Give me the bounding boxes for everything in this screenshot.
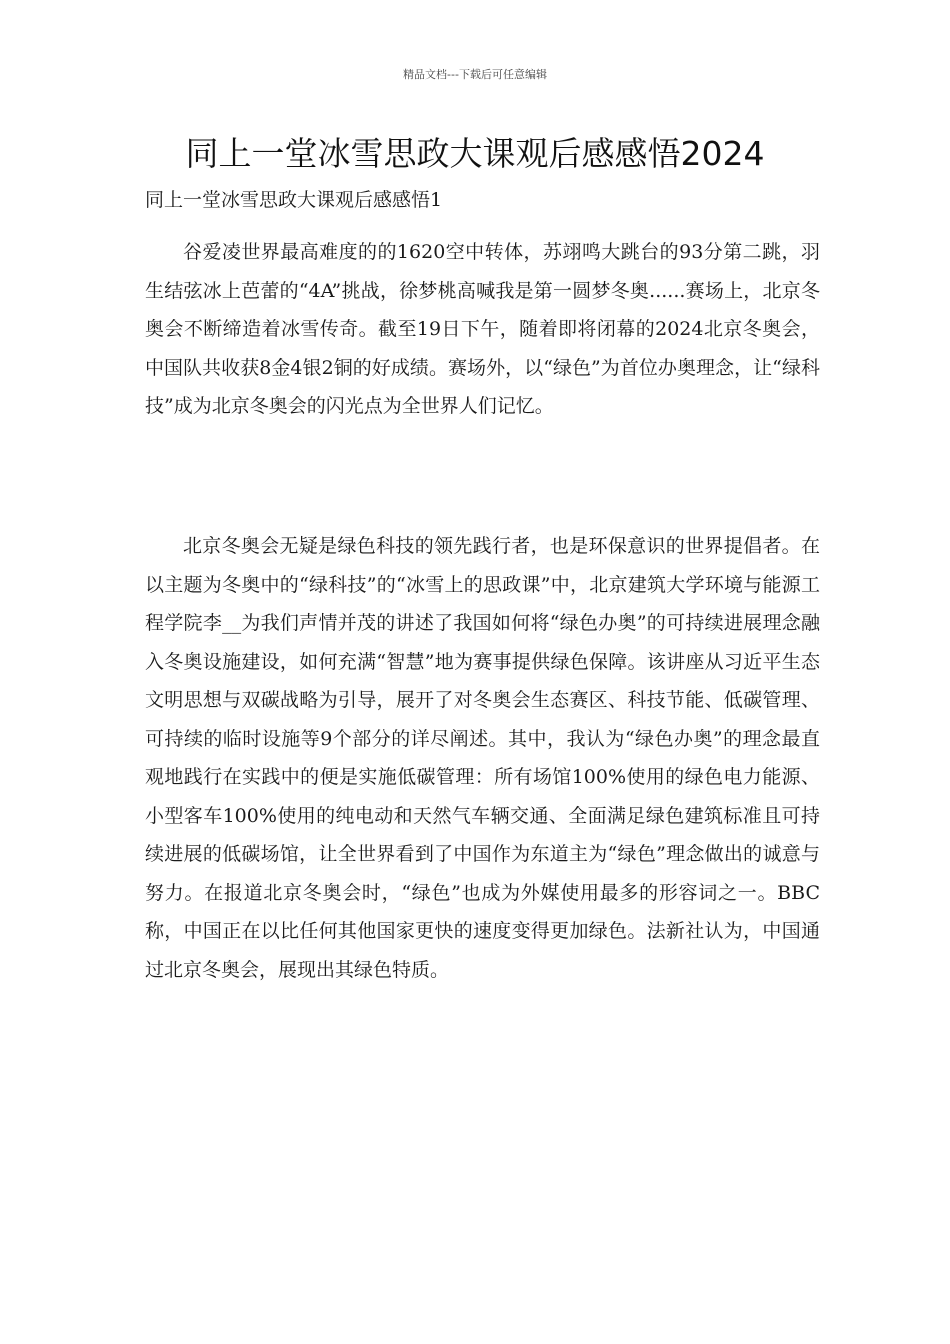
header-note: 精品文档---下载后可任意编辑 bbox=[403, 68, 547, 81]
document-subtitle: 同上一堂冰雪思政大课观后感感悟1 bbox=[145, 189, 443, 211]
body-paragraph: 谷爱凌世界最高难度的的1620空中转体，苏翊鸣大跳台的93分第二跳，羽生结弦冰上芭蕾的“4A”挑战，徐梦桃高喊我是第一圆梦冬奥......赛场上，北京冬奥会不断缔造着冰雪传奇。截至19日下午，随着即将闭幕的2024北京冬奥会，中国队共收获8金4银2铜的好成绩。赛场外，以“绿色”为首位办奥理念，让“绿科技”成为北京冬奥会的闪光点为全世界人们记忆。 bbox=[145, 241, 820, 417]
document-title: 同上一堂冰雪思政大课观后感感悟2024 bbox=[185, 134, 765, 173]
body-paragraph: 北京冬奥会无疑是绿色科技的领先践行者，也是环保意识的世界提倡者。在以主题为冬奥中的“绿科技”的“冰雪上的思政课”中，北京建筑大学环境与能源工程学院李__为我们声情并茂的讲述了我国如何将“绿色办奥”的可持续进展理念融入冬奥设施建设，如何充满“智慧”地为赛事提供绿色保障。该讲座从习近平生态文明思想与双碳战略为引导，展开了对冬奥会生态赛区、科技节能、低碳管理、可持续的临时设施等9个部分的详尽阐述。其中，我认为“绿色办奥”的理念最直观地践行在实践中的便是实施低碳管理：所有场馆100%使用的绿色电力能源、小型客车100%使用的纯电动和天然气车辆交通、全面满足绿色建筑标准且可持续进展的低碳场馆，让全世界看到了中国作为东道主为“绿色”理念做出的诚意与努力。在报道北京冬奥会时，“绿色”也成为外媒使用最多的形容词之一。BBC称，中国正在以比任何其他国家更快的速度变得更加绿色。法新社认为，中国通过北京冬奥会，展现出其绿色特质。 bbox=[145, 535, 820, 981]
